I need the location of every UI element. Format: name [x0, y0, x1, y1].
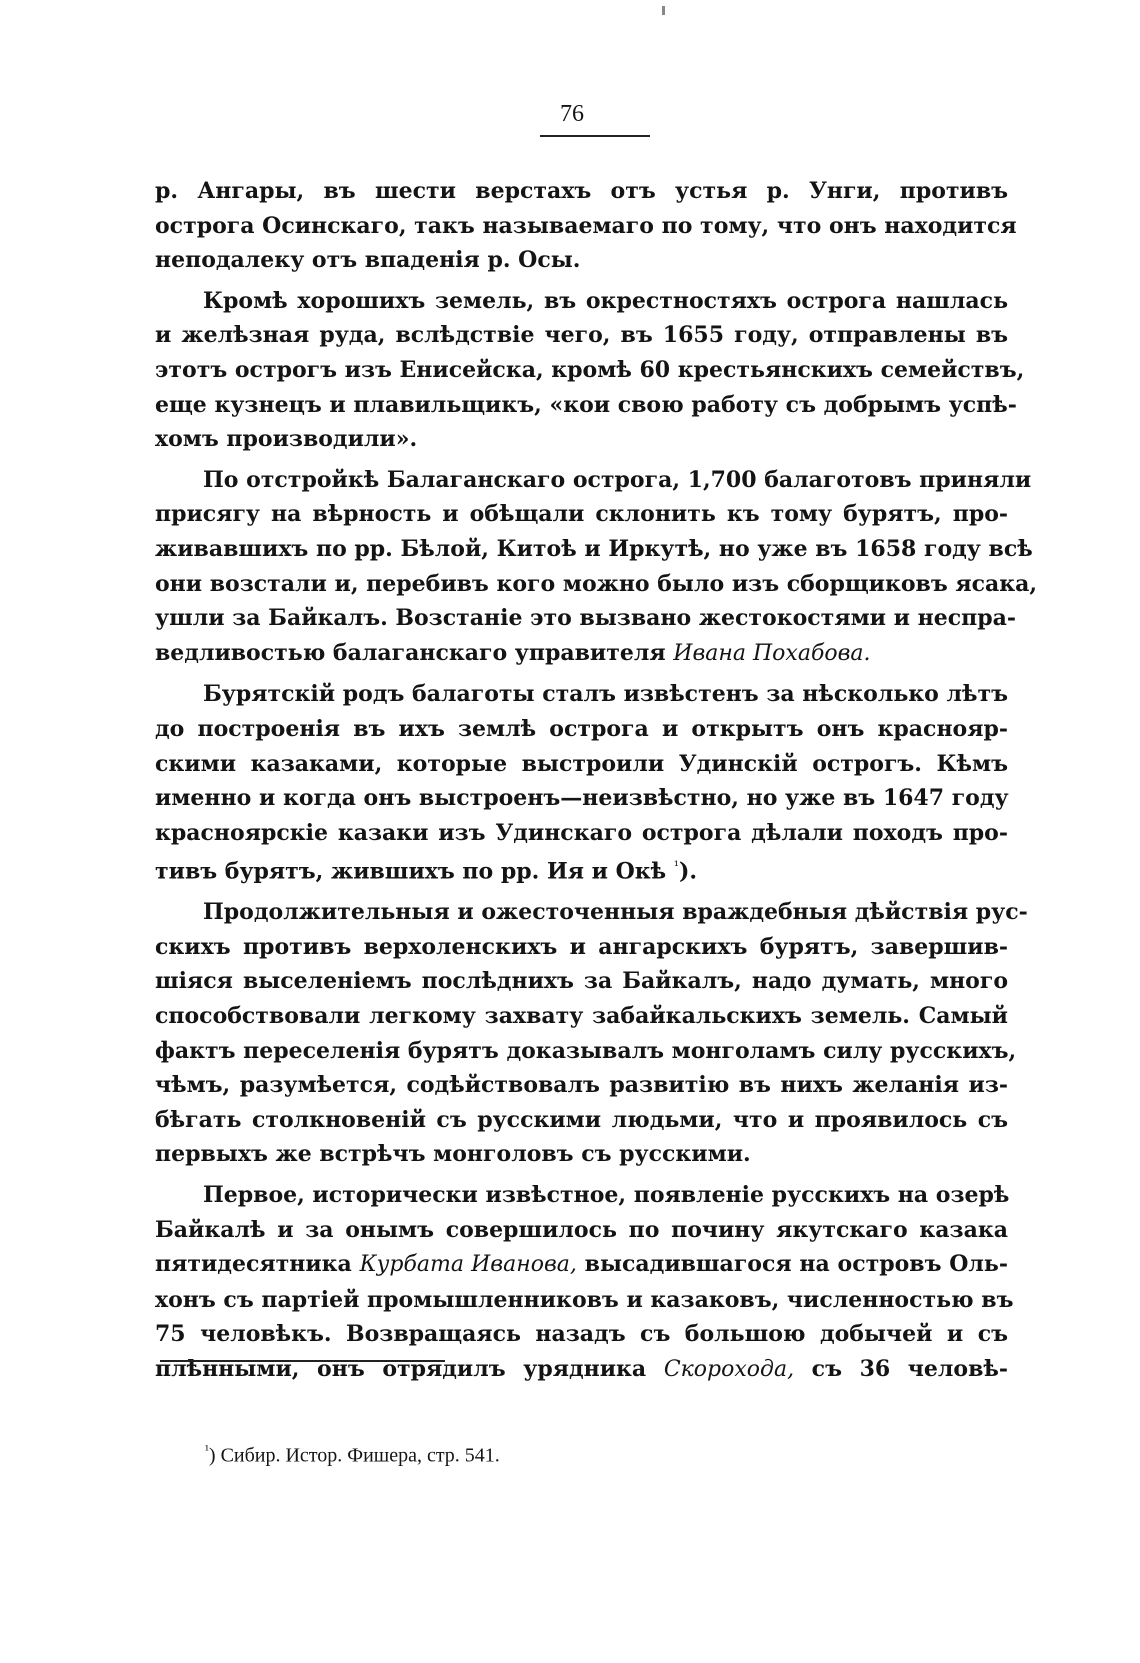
text-line: шіяся выселеніемъ послѣднихъ за Байкалъ, надо думать, много — [155, 968, 1008, 995]
text-fragment: высадившагося на островъ Оль- — [576, 1251, 1008, 1278]
paragraph-4 — [155, 677, 1008, 889]
text-line: хонъ съ партіей промышленниковъ и казаковъ, численностью въ — [155, 1286, 1014, 1313]
footnote-mark: ¹ — [205, 1442, 209, 1457]
text-fragment: ). — [679, 858, 698, 885]
text-line: скими казаками, которые выстроили Удинскій острогъ. Кѣмъ — [155, 750, 1008, 777]
person-name: Ивана Похабова. — [673, 640, 871, 666]
text-line: Первое, исторически извѣстное, появленіе русскихъ на озерѣ — [203, 1181, 1010, 1208]
footnote — [205, 1442, 500, 1468]
text-line: Продолжительныя и ожесточенныя враждебныя дѣйствія рус- — [203, 899, 1028, 926]
text-line: способствовали легкому захвату забайкальскихъ земель. Самый — [155, 1002, 1008, 1029]
text-line: чѣмъ, разумѣется, содѣйствовалъ развитію въ нихъ желанія из- — [155, 1072, 1008, 1099]
text-line: именно и когда онъ выстроенъ—неизвѣстно, но уже въ 1647 году — [155, 785, 1009, 812]
text-line: этотъ острогъ изъ Енисейска, кромѣ 60 крестьянскихъ семействъ, — [155, 356, 1025, 383]
scan-speck — [662, 6, 665, 15]
text-line: ушли за Байкалъ. Возстаніе это вызвано жестокостями и неспра- — [155, 605, 1016, 632]
text-fragment: ведливостью балаганскаго управителя — [155, 639, 674, 666]
paragraph-1 — [155, 174, 1017, 278]
text-line: хомъ производили». — [155, 426, 418, 453]
text-fragment: плѣнными, онъ отрядилъ урядника — [155, 1355, 664, 1382]
text-line: острога Осинскаго, такъ называемаго по тому, что онъ находится — [155, 212, 1017, 239]
text-line — [155, 636, 1008, 672]
person-name: Курбата Иванова, — [359, 1252, 577, 1278]
footnote-text: ) Сибир. Истор. Фишера, стр. 541. — [208, 1444, 500, 1467]
paragraph-2 — [155, 284, 1025, 457]
text-line: они возстали и, перебивъ кого можно было изъ сборщиковъ ясака, — [155, 570, 1038, 597]
text-line: красноярскіе казаки изъ Удинскаго острога дѣлали походъ про- — [155, 819, 1008, 846]
text-fragment: съ 36 человѣ- — [794, 1355, 1008, 1382]
text-line: Байкалѣ и за онымъ совершилось по почину якутскаго казака — [155, 1216, 1008, 1243]
text-line: фактъ переселенія бурятъ доказывалъ монголамъ силу русскихъ, — [155, 1037, 1017, 1064]
paragraph-6 — [155, 1178, 1014, 1388]
text-line: до построенія въ ихъ землѣ острога и открытъ онъ краснояр- — [155, 715, 1008, 742]
footnote-reference: ¹ — [673, 859, 680, 875]
header-rule — [540, 135, 650, 137]
text-line: скихъ противъ верхоленскихъ и ангарскихъ бурятъ, завершив- — [155, 933, 1008, 960]
text-line — [155, 1352, 1008, 1388]
footnote-rule — [160, 1360, 445, 1362]
text-line: бѣгать столкновеній съ русскими людьми, что и проявилось съ — [155, 1106, 1008, 1133]
text-line: 75 человѣкъ. Возвращаясь назадъ съ большою добычей и съ — [155, 1321, 1008, 1348]
text-fragment: тивъ бурятъ, жившихъ по рр. Ия и Окѣ — [155, 858, 674, 885]
text-line: По отстройкѣ Балаганскаго острога, 1,700 балаготовъ приняли — [203, 466, 1032, 493]
text-line: первыхъ же встрѣчъ монголовъ съ русскими. — [155, 1141, 751, 1168]
person-name: Скорохода, — [663, 1356, 795, 1382]
page-number: 76 — [560, 101, 584, 127]
text-line: Кромѣ хорошихъ земель, въ окрестностяхъ острога нашлась — [203, 287, 1008, 314]
text-line — [155, 1247, 1008, 1283]
main-text — [155, 174, 1038, 1394]
text-line — [155, 850, 1008, 889]
text-line: и желѣзная руда, вслѣдствіе чего, въ 1655 году, отправлены въ — [155, 322, 1008, 349]
text-line: Бурятскій родъ балаготы сталъ извѣстенъ за нѣсколько лѣтъ — [203, 681, 1008, 708]
paragraph-5 — [155, 895, 1028, 1172]
text-line: живавшихъ по рр. Бѣлой, Китоѣ и Иркутѣ, но уже въ 1658 году всѣ — [155, 535, 1033, 562]
text-fragment: пятидесятника — [155, 1251, 360, 1278]
text-line: еще кузнецъ и плавильщикъ, «кои свою работу съ добрымъ успѣ- — [155, 391, 1017, 418]
text-line: неподалеку отъ впаденія р. Осы. — [155, 247, 581, 274]
paragraph-3 — [155, 463, 1038, 672]
text-line: присягу на вѣрность и обѣщали склонить къ тому бурятъ, про- — [155, 501, 1008, 528]
text-line: р. Ангары, въ шести верстахъ отъ устья р. Унги, противъ — [155, 178, 1008, 204]
